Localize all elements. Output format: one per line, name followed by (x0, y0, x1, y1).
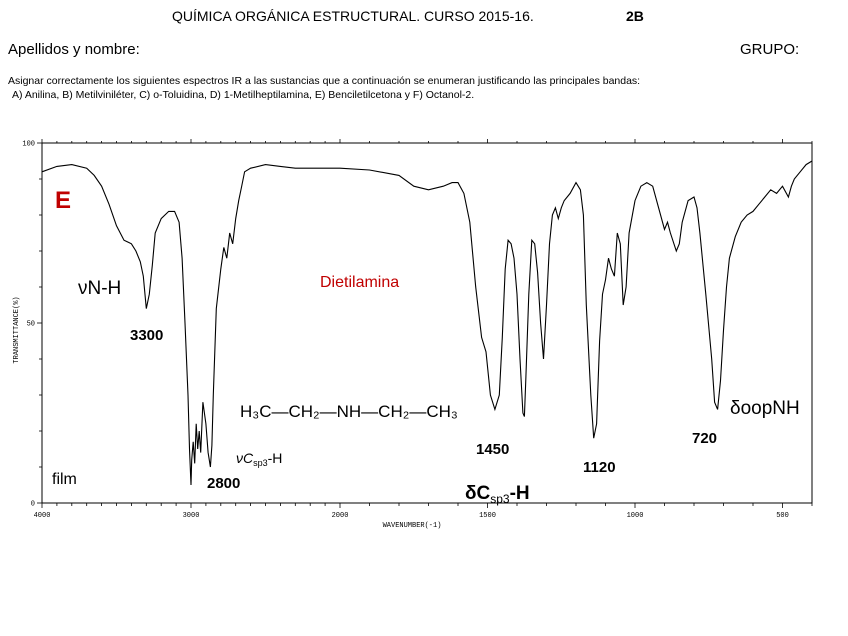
x-tick-label: 1500 (479, 512, 496, 520)
nu-csp3-label: $\nu C_{sp3}-H$ (236, 450, 283, 468)
instructions-line-2: A) Anilina, B) Metilviniléter, C) o-Toluidina, D) 1-Metilheptilamina, E) Benciletilcetona y F) Octanol-2. (12, 89, 475, 101)
x-tick-label: 500 (776, 512, 789, 520)
group-label: GRUPO: (740, 41, 800, 58)
x-tick-label: 1000 (626, 512, 644, 520)
x-tick-label: 3000 (182, 512, 200, 520)
y-tick-label: 100 (22, 140, 35, 149)
plot-frame (42, 143, 812, 503)
nu-nh-label: νN-H (78, 278, 122, 299)
page-title: QUÍMICA ORGÁNICA ESTRUCTURAL. CURSO 2015-16. (172, 8, 534, 24)
y-tick-label: 50 (26, 320, 35, 329)
instructions-line-1: Asignar correctamente los siguientes espectros IR a las sustancias que a continuación se enumeran justificando las principales bandas: (8, 75, 641, 87)
x-tick-label: 4000 (33, 512, 51, 520)
structural-formula: H₃C—CH₂—NH—CH₂—CH₃ (240, 402, 458, 421)
y-tick-label: 0 (30, 500, 35, 509)
delta-csp3-label: $\delta C_{sp3}-H$ (465, 483, 530, 506)
panel-letter: E (55, 187, 72, 214)
x-axis-label: WAVENUMBER(-1) (382, 522, 442, 530)
peak-label-3300: 3300 (130, 327, 164, 344)
compound-name: Dietilamina (320, 274, 400, 291)
exam-code: 2B (626, 8, 644, 24)
y-axis-label: TRANSMITTANCE(%) (13, 296, 21, 364)
x-tick-label: 2000 (331, 512, 349, 520)
name-label: Apellidos y nombre: (8, 41, 140, 58)
delta-oop-nh-label: δoopNH (730, 398, 800, 419)
film-label: film (52, 471, 77, 488)
peak-label-720: 720 (692, 430, 718, 447)
peak-label-1450: 1450 (476, 441, 510, 458)
peak-label-1120: 1120 (583, 459, 616, 476)
peak-label-2800: 2800 (207, 475, 241, 492)
